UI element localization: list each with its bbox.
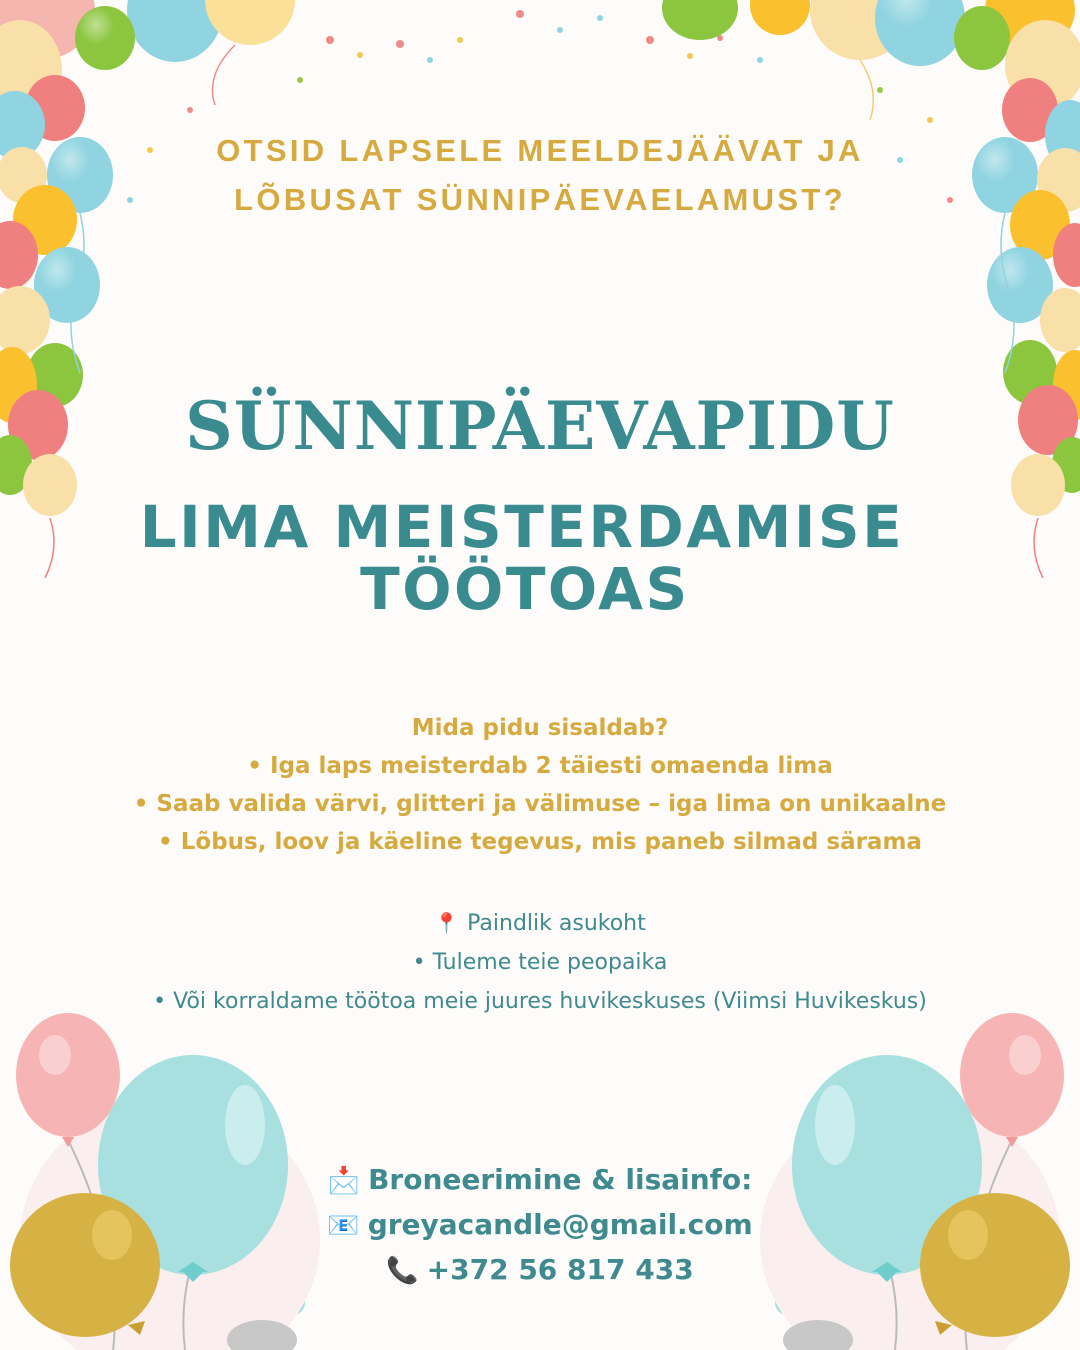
envelope-icon: 📧 (327, 1211, 360, 1241)
intro-question (0, 126, 1080, 224)
includes-item: • Iga laps meisterdab 2 täiesti omaenda lima (247, 753, 833, 779)
location-heading: Paindlik asukoht (467, 911, 646, 936)
booking-heading: Broneerimine & lisainfo: (368, 1163, 753, 1196)
email-row (0, 1203, 1080, 1248)
location-item: • Või korraldame töötoa meie juures huvikeskuses (Viimsi Huvikeskus) (153, 989, 927, 1014)
email-link[interactable]: greyacandle@gmail.com (367, 1208, 753, 1241)
booking-row (0, 1158, 1080, 1203)
includes-item: • Lõbus, loov ja käeline tegevus, mis paneb silmad särama (158, 829, 922, 855)
workshop-title-line2: TÖÖTOAS (360, 555, 690, 623)
contact-section (0, 1158, 1080, 1293)
includes-section (0, 709, 1080, 861)
phone-icon: 📞 (386, 1256, 419, 1286)
envelope-arrow-icon: 📩 (327, 1166, 361, 1196)
location-heading-row (0, 904, 1080, 943)
location-section (0, 904, 1080, 1021)
intro-question-line1: OTSID LAPSELE MEELDEJÄÄVAT JA (216, 133, 864, 168)
pin-icon: 📍 (434, 911, 460, 935)
intro-question-line2: LÕBUSAT SÜNNIPÄEVAELAMUST? (234, 182, 846, 217)
includes-heading: Mida pidu sisaldab? (411, 715, 669, 741)
page-title: SÜNNIPÄEVAPIDU (185, 387, 895, 465)
phone-row (0, 1248, 1080, 1293)
phone-link[interactable]: +372 56 817 433 (426, 1253, 694, 1286)
workshop-title-line1: LIMA MEISTERDAMISE (139, 493, 905, 561)
location-item: • Tuleme teie peopaika (412, 950, 668, 975)
includes-item: • Saab valida värvi, glitteri ja välimuse – iga lima on unikaalne (133, 791, 947, 817)
